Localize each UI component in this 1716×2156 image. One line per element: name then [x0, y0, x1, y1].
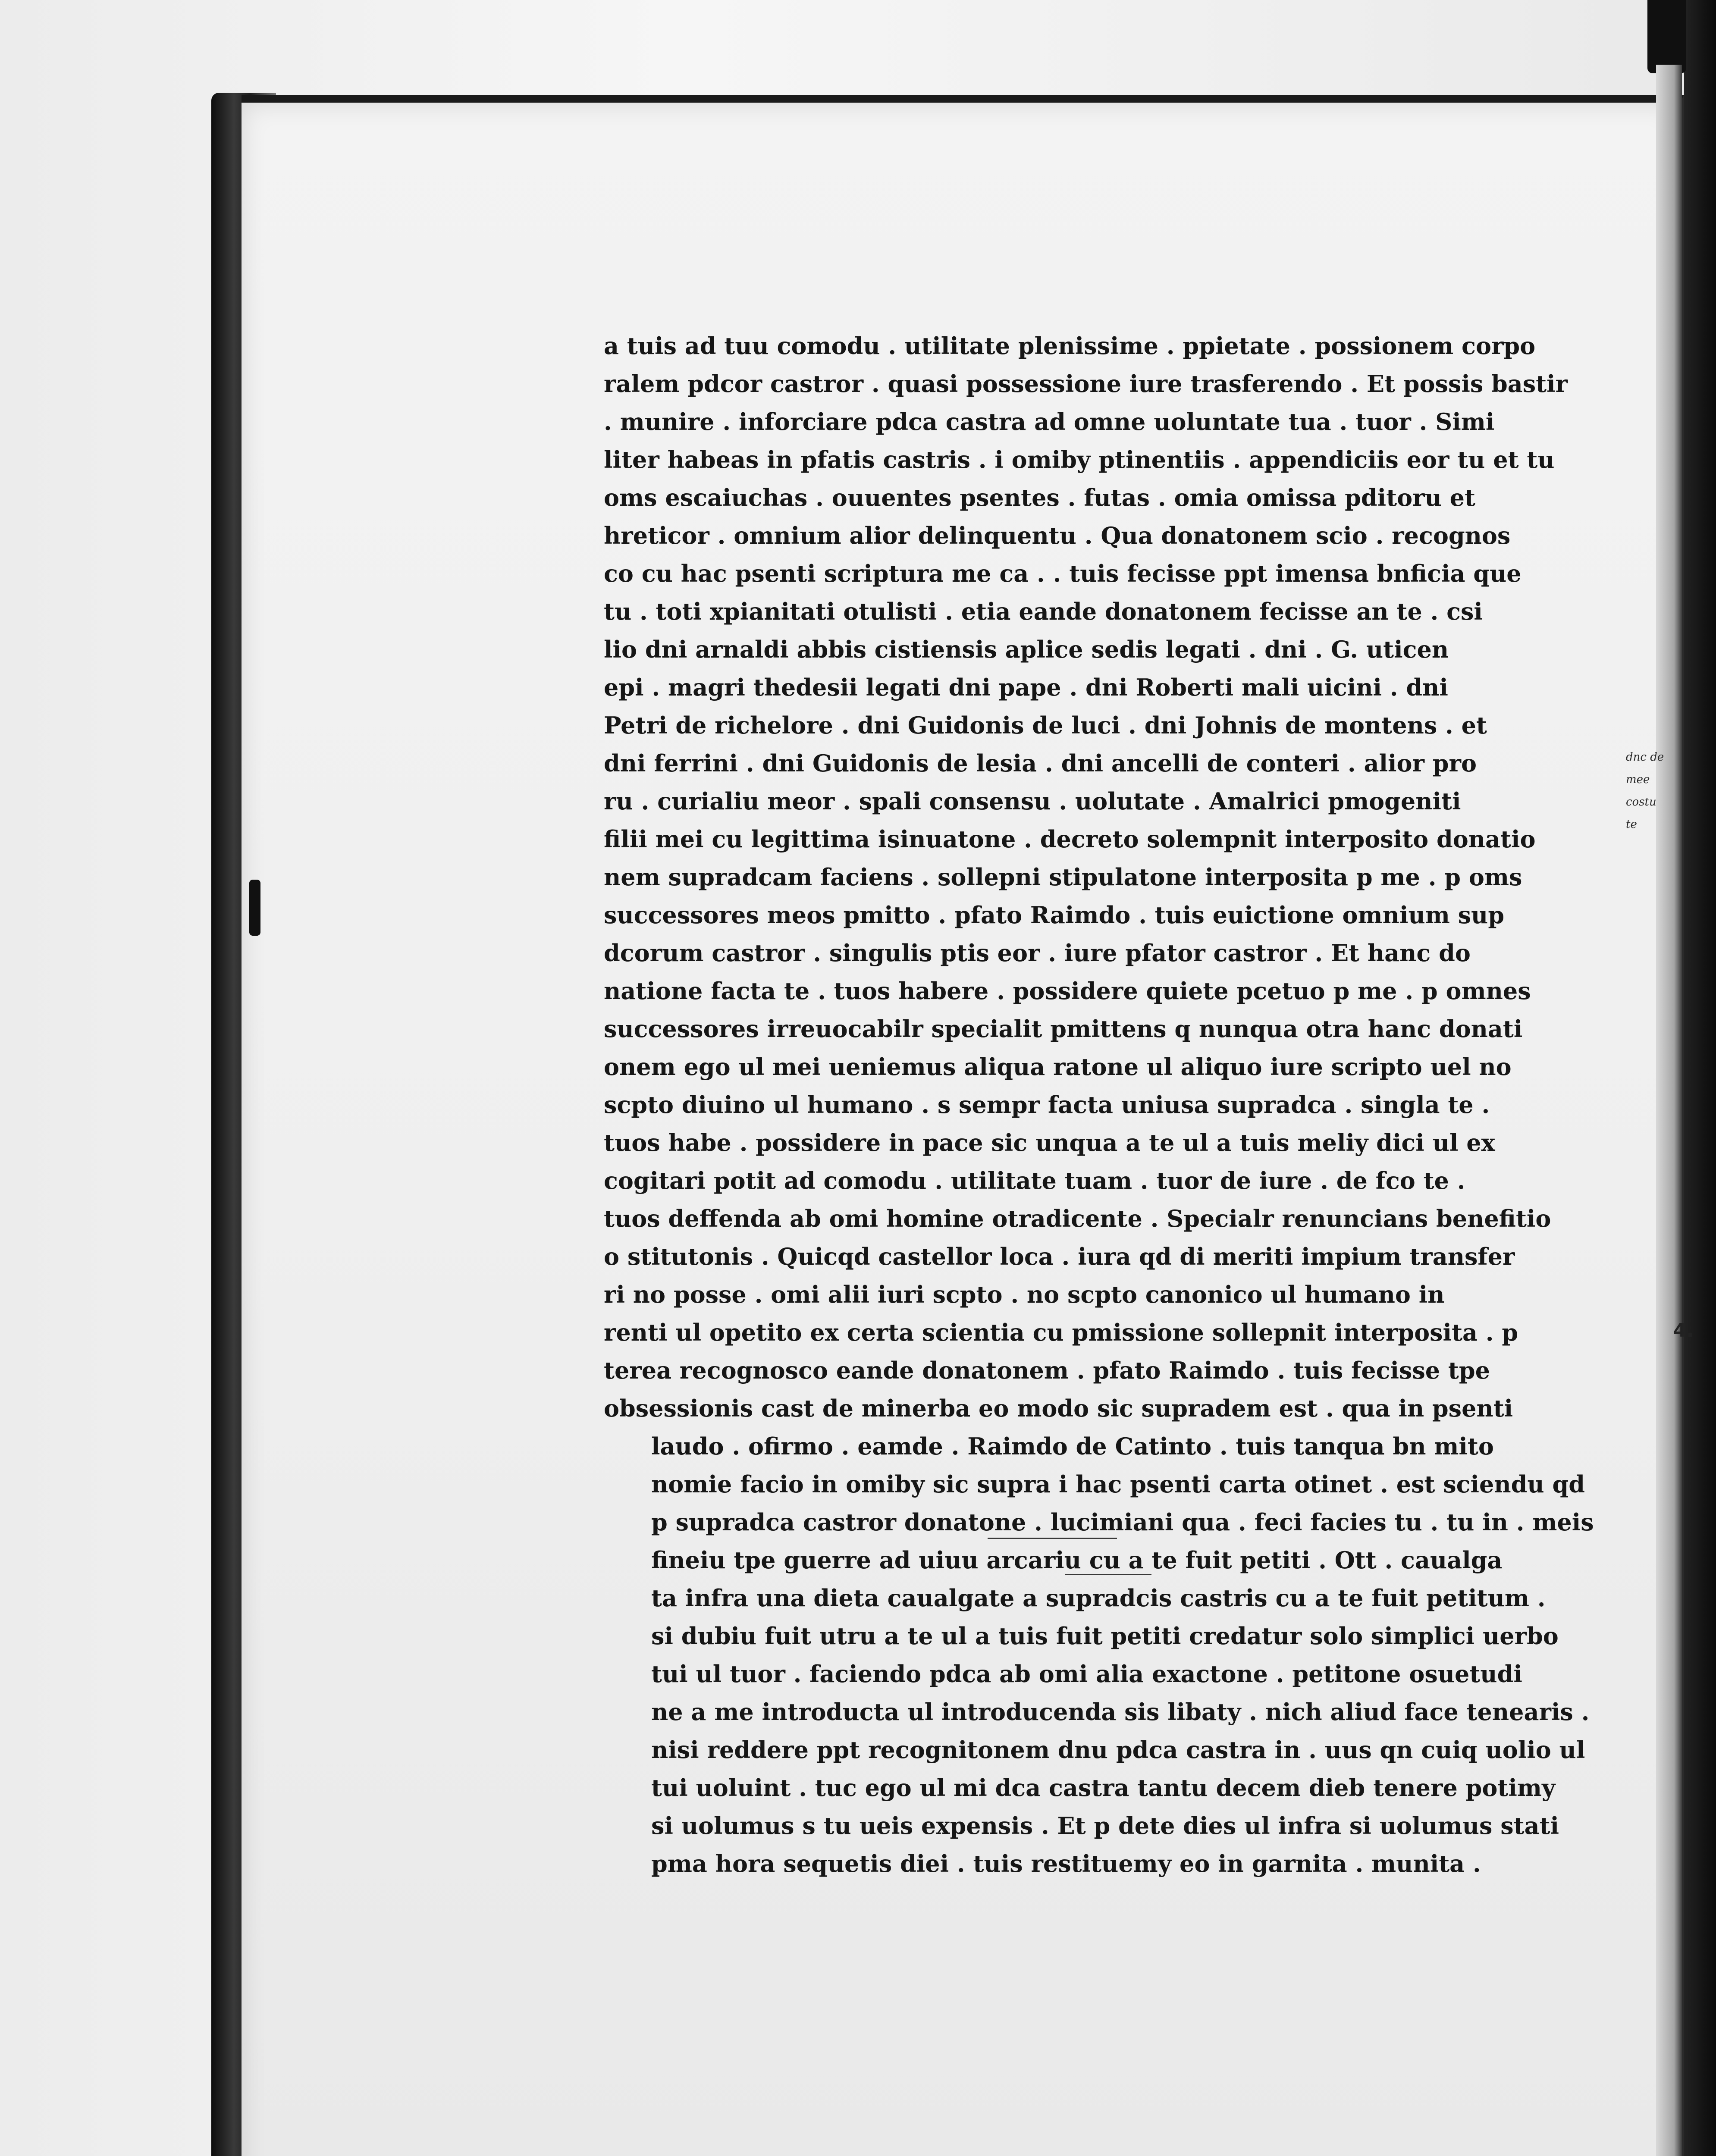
manuscript-line: Petri de richelore . dni Guidonis de luci . dni Johnis de montens . et: [604, 711, 1487, 739]
manuscript-line: p supradca castror donatone . lucimiani qua . feci facies tu . tu in . meis: [651, 1508, 1594, 1536]
manuscript-line: lio dni arnaldi abbis cistiensis aplice sedis legati . dni . G. uticen: [604, 636, 1449, 663]
manuscript-line: dni ferrini . dni Guidonis de lesia . dni ancelli de conteri . alior pro: [604, 749, 1477, 777]
manuscript-line: successores meos pmitto . pfato Raimdo . tuis euictione omnium sup: [604, 901, 1505, 929]
manuscript-line: ru . curialiu meor . spali consensu . uolutate . Amalrici pmogeniti: [604, 787, 1461, 815]
manuscript-line: natione facta te . tuos habere . possidere quiete pcetuo p me . p omnes: [604, 977, 1531, 1005]
manuscript-line: terea recognosco eande donatonem . pfato Raimdo . tuis fecisse tpe: [604, 1357, 1490, 1384]
manuscript-line: tu . toti xpianitati otulisti . etia eande donatonem fecisse an te . csi: [604, 598, 1483, 625]
manuscript-line: liter habeas in pfatis castris . i omiby ptinentiis . appendiciis eor tu et tu: [604, 446, 1555, 473]
edge-mark: 4.: [1673, 1319, 1694, 1341]
marginal-note-line: mee: [1626, 773, 1650, 786]
manuscript-line: nem supradcam faciens . sollepni stipulatone interposita p me . p oms: [604, 863, 1522, 891]
manuscript-text-block: [604, 328, 1626, 1889]
manuscript-line: si uolumus s tu ueis expensis . Et p dete dies ul infra si uolumus stati: [651, 1812, 1559, 1839]
manuscript-line: dcorum castror . singulis ptis eor . iure pfator castror . Et hanc do: [604, 939, 1471, 967]
manuscript-line: cogitari potit ad comodu . utilitate tuam . tuor de iure . de fco te .: [604, 1167, 1465, 1194]
scanner-shadow-tab: [1647, 0, 1686, 73]
manuscript-line: filii mei cu legittima isinuatone . decreto solempnit interposito donatio: [604, 825, 1536, 853]
manuscript-line: o stitutonis . Quicqd castellor loca . iura qd di meriti impium transfer: [604, 1243, 1515, 1270]
manuscript-line: renti ul opetito ex certa scientia cu pmissione sollepnit interposita . p: [604, 1319, 1518, 1346]
binding-clasp: [249, 880, 260, 936]
manuscript-line: scpto diuino ul humano . s sempr facta uniusa supradca . singla te .: [604, 1091, 1490, 1119]
page-fold-edge: [1656, 65, 1682, 2156]
marginal-note: [1626, 746, 1673, 875]
manuscript-line: tuos habe . possidere in pace sic unqua a te ul a tuis meliy dici ul ex: [604, 1129, 1495, 1156]
marginal-note-line: costu: [1626, 796, 1656, 808]
manuscript-line: hreticor . omnium alior delinquentu . Qua donatonem scio . recognos: [604, 522, 1511, 549]
manuscript-line: nisi reddere ppt recognitonem dnu pdca castra in . uus qn cuiq uolio ul: [651, 1736, 1585, 1764]
manuscript-line: tui uoluint . tuc ego ul mi dca castra tantu decem dieb tenere potimy: [651, 1774, 1556, 1802]
marginal-note-line: dnc de: [1626, 751, 1664, 764]
underline-rule: [1065, 1574, 1151, 1575]
manuscript-line: pma hora sequetis diei . tuis restituemy eo in garnita . munita .: [651, 1850, 1481, 1877]
manuscript-line: a tuis ad tuu comodu . utilitate plenissime . ppietate . possionem corpo: [604, 332, 1536, 360]
manuscript-line: successores irreuocabilr specialit pmittens q nunqua otra hanc donati: [604, 1015, 1523, 1043]
manuscript-line: ri no posse . omi alii iuri scpto . no scpto canonico ul humano in: [604, 1281, 1445, 1308]
manuscript-line: . munire . inforciare pdca castra ad omne uoluntate tua . tuor . Simi: [604, 408, 1495, 436]
manuscript-line: onem ego ul mei ueniemus aliqua ratone ul aliquo iure scripto uel no: [604, 1053, 1512, 1081]
manuscript-line: laudo . ofirmo . eamde . Raimdo de Catinto . tuis tanqua bn mito: [651, 1432, 1494, 1460]
manuscript-line: ta infra una dieta caualgate a supradcis castris cu a te fuit petitum .: [651, 1584, 1546, 1612]
manuscript-line: tuos deffenda ab omi homine otradicente . Specialr renuncians benefitio: [604, 1205, 1551, 1232]
scanner-shadow-right: [1684, 0, 1716, 2156]
manuscript-line: oms escaiuchas . ouuentes psentes . futas . omia omissa pditoru et: [604, 484, 1475, 511]
manuscript-line: si dubiu fuit utru a te ul a tuis fuit petiti credatur solo simplici uerbo: [651, 1622, 1559, 1650]
underline-rule: [988, 1538, 1117, 1539]
manuscript-line: nomie facio in omiby sic supra i hac psenti carta otinet . est sciendu qd: [651, 1470, 1585, 1498]
manuscript-line: ralem pdcor castror . quasi possessione iure trasferendo . Et possis bastir: [604, 370, 1568, 398]
manuscript-line: co cu hac psenti scriptura me ca . . tuis fecisse ppt imensa bnficia que: [604, 560, 1521, 587]
manuscript-line: ne a me introducta ul introducenda sis libaty . nich aliud face tenearis .: [651, 1698, 1590, 1726]
marginal-note-line: te: [1626, 818, 1637, 831]
manuscript-line: obsessionis cast de minerba eo modo sic supradem est . qua in psenti: [604, 1395, 1513, 1422]
manuscript-line: fineiu tpe guerre ad uiuu arcariu cu a te fuit petiti . Ott . caualga: [651, 1546, 1503, 1574]
manuscript-line: tui ul tuor . faciendo pdca ab omi alia exactone . petitone osuetudi: [651, 1660, 1522, 1688]
manuscript-line: epi . magri thedesii legati dni pape . dni Roberti mali uicini . dni: [604, 674, 1448, 701]
